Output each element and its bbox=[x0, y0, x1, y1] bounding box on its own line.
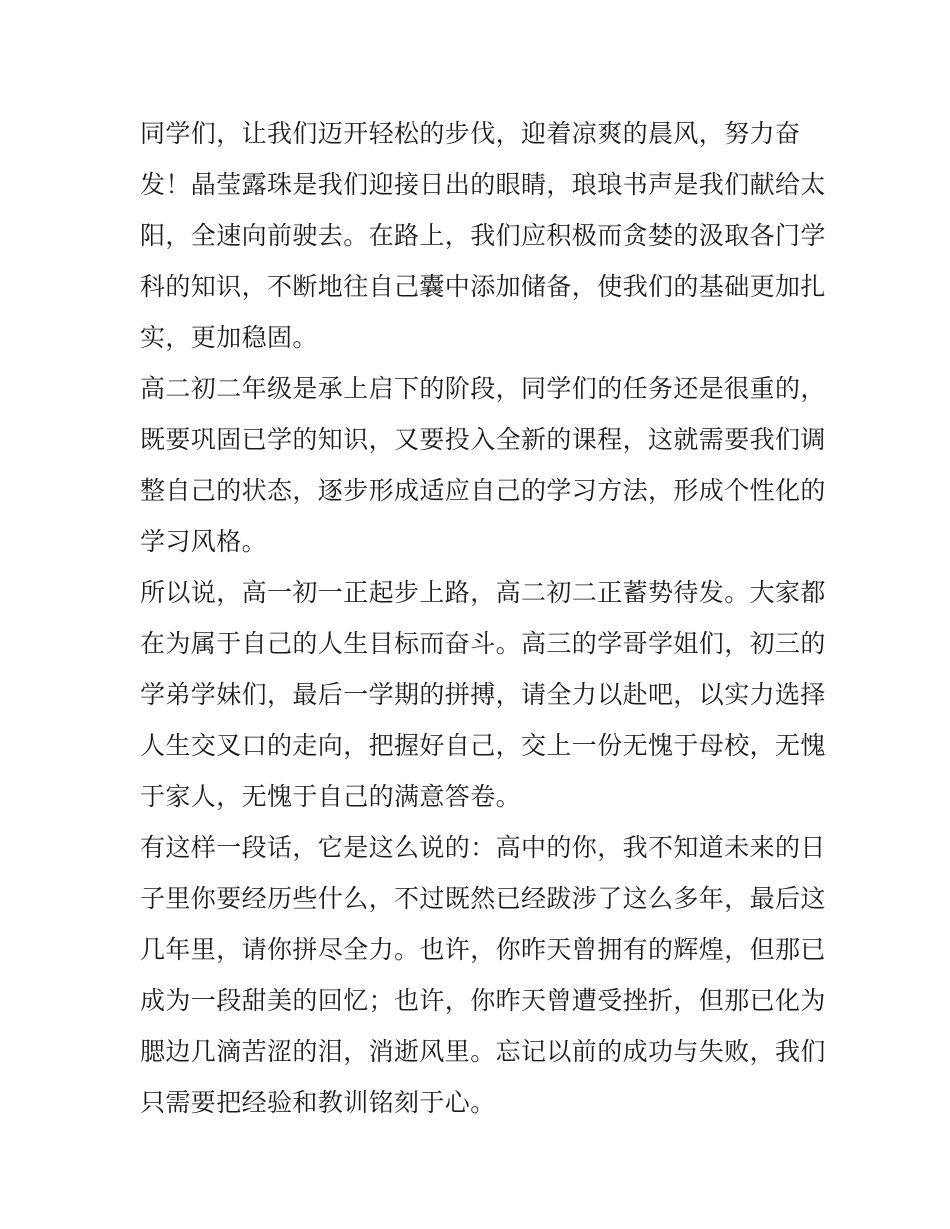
text-line: 成为一段甜美的回忆；也许，你昨天曾遭受挫折，但那已化为 bbox=[140, 986, 826, 1015]
text-line: 学弟学妹们，最后一学期的拼搏，请全力以赴吧，以实力选择 bbox=[140, 680, 826, 709]
text-line: 几年里，请你拼尽全力。也许，你昨天曾拥有的辉煌，但那已 bbox=[140, 935, 826, 964]
text-line: 发！晶莹露珠是我们迎接日出的眼睛，琅琅书声是我们献给太 bbox=[140, 170, 826, 199]
text-line: 整自己的状态，逐步形成适应自己的学习方法，形成个性化的 bbox=[140, 476, 826, 505]
text-line: 同学们，让我们迈开轻松的步伐，迎着凉爽的晨风，努力奋 bbox=[140, 119, 801, 148]
text-line: 科的知识，不断地往自己囊中添加储备，使我们的基础更加扎 bbox=[140, 272, 826, 301]
text-line: 实，更加稳固。 bbox=[140, 323, 318, 352]
text-line: 既要巩固已学的知识，又要投入全新的课程，这就需要我们调 bbox=[140, 425, 826, 454]
document-body bbox=[140, 108, 826, 1128]
text-line: 所以说，高一初一正起步上路，高二初二正蓄势待发。大家都 bbox=[140, 578, 826, 607]
text-line: 于家人，无愧于自己的满意答卷。 bbox=[140, 782, 522, 811]
text-line: 人生交叉口的走向，把握好自己，交上一份无愧于母校，无愧 bbox=[140, 731, 826, 760]
text-line: 子里你要经历些什么，不过既然已经跋涉了这么多年，最后这 bbox=[140, 884, 826, 913]
text-line: 学习风格。 bbox=[140, 527, 268, 556]
text-line: 高二初二年级是承上启下的阶段，同学们的任务还是很重的， bbox=[140, 374, 826, 403]
text-line: 有这样一段话，它是这么说的：高中的你，我不知道未来的日 bbox=[140, 833, 826, 862]
text-line: 在为属于自己的人生目标而奋斗。高三的学哥学姐们，初三的 bbox=[140, 629, 826, 658]
text-line: 阳，全速向前驶去。在路上，我们应积极而贪婪的汲取各门学 bbox=[140, 221, 826, 250]
text-line: 只需要把经验和教训铭刻于心。 bbox=[140, 1088, 496, 1117]
text-line: 腮边几滴苦涩的泪，消逝风里。忘记以前的成功与失败，我们 bbox=[140, 1037, 826, 1066]
